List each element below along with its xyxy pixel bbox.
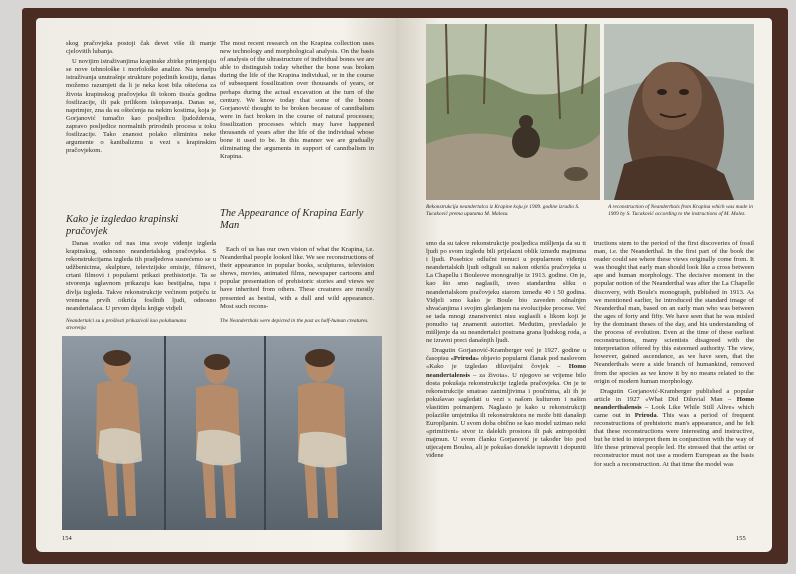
right-page bbox=[396, 18, 772, 552]
reconstruction-landscape-illustration bbox=[426, 24, 600, 200]
croatian-para-2-end: – za života». U njegovo se vrijeme bilo dosta pokušaja rekonstrukcije izgleda pračovjeka. On je te rekonstrukcije smatrao zanimljivima i poučnima, ali ih je pokušavao sagledati u vezi s našom kulturom i našim vlastitim poimanjem. Naglasio je kako u rekonstrukciji polazište umjetnika ili rekonstruktora ne može biti današnji Europljanin. U svom doba obično se kao model uzimao neki «primitivni» stvor iz dalekih prostora ili pak antropoidni majmun. U svom članku Gorjanović je također bio pod utjecajem Boulea, ali je pokušao donekle ispraviti i dopuniti viđene bbox=[426, 371, 586, 460]
english-section-heading: The Appearance of Krapina Early Man bbox=[220, 208, 364, 231]
croatian-intro-paragraph-2: U novijim istraživanjima krapinske zbirke primjenjuju se nove tehnološke i morfološke analize. Na temelju istraživanja unutrašnje strukture pojedinih kostiju, danas možemo razumjeti da li je neka kost bila oštećena za života krapinskog pračovjeka ili tokom tisuća godina fosilizacije, ili pak prilikom iskopavanja. Danas se, naprimjer, zna da su oštećenja na nekim kostima, koja je Gorjanović tumačio kao posljedicu ljudoždersta, zapravo posljedice normalnih prirodnih procesa u toku fosilizacije. Tako znanost polako eliminira neke argumente o kanibalizmu u vezi s krapinskim pračovjekom. bbox=[66, 58, 216, 155]
croatian-intro-column bbox=[66, 40, 216, 157]
left-page-number: 154 bbox=[62, 535, 72, 542]
english-body-column bbox=[220, 246, 374, 313]
croatian-body-column bbox=[66, 240, 216, 315]
croatian-para-2-mid: objavio popularni članak pod naslovom «Kako je izgledao diluvijalni čovjek – bbox=[426, 355, 587, 371]
croatian-species-name: Homo neandertalensis bbox=[426, 363, 586, 379]
croatian-journal-name: «Priroda» bbox=[450, 355, 480, 363]
croatian-para-2-start: Dragutin Gorjanović-Kramberger već je 1927. godine u časopisu bbox=[426, 347, 586, 363]
english-reconstruction-caption: A reconstruction of Neanderthals from Krapina which was made in 1909 by S. Tucaković according to the instructions of M. Malez. bbox=[608, 204, 753, 217]
english-intro-paragraph: The most recent research on the Krapina collection uses new technology and morphological analysis. On the basis of analysis of the ultrastructure of individual bones we are able to distinguish today whether the bone was broken during the life of the Krapina individual, or in the course of subsequent fossilization over thousands of years, or perhaps during the actual excavation at the turn of the century. We know today that some of the bones Gorjanović thought to be broken because of cannibalism were in fact broken in the course of natural processes; fossilization processes which may have happened thousands of years after the life of the individual whose bone it used to be. In this manner we are gradually eliminating the arguments in support of cannibalism in Krapina. bbox=[220, 40, 374, 161]
english-species-name: Homo neanderthalensis bbox=[594, 395, 754, 411]
english-main-column bbox=[594, 240, 754, 471]
english-main-paragraph-2 bbox=[594, 388, 754, 469]
english-para-2-mid: – Look Like While Still Alive» which came out in bbox=[594, 403, 754, 419]
english-intro-column bbox=[220, 40, 374, 163]
croatian-body-paragraph: Danas svatko od nas ima svoje viđenje izgleda krapinskog, odnosno neandertalskog pračovjeka. S rekonstrukcijama izgleda tih pradjedova susrećemo se u udžbenicima, skulpture, televizijske emisije, filmovi, crtani filmovi i popularni prikazi prethistorije. Ta se stvorenja uglavnom prikazuju kao bestijalna, tupa i divlja izgleda. Takve rekonstrukcije većinom potječu iz vremena prvih otkrića fosilnih ljudi, odnosno neandertalaca. U prvom dijelu knjige vidjeli bbox=[66, 240, 216, 312]
neanderthal-sculpture-illustration bbox=[604, 24, 754, 200]
english-para-2-end: . This was a period of frequent reconstructions of prehistoric man's appearance, and he felt that these reconstructions were interesting and instructive, but he tried to interpret them in conjunction with the way of life these primeval people led. He stressed that the artist or reconstructor must not use a modern European as the basis for such a reconstruction. At that time the model was bbox=[594, 411, 754, 468]
croatian-main-paragraph-1: smo da su takve rekonstrukcije posljedica mišljenja da su ti ljudi po svom izgledu bili prijelazni oblik između majmuna i ljudi. Posebice odlučni trenuci u popularnom viđenju neandertalskih ljudi odigrali su nakon otkrića pračovjeka u La Chapellu i Bouleove monografije iz 1913. godine. On je, kao što smo naglasili, uveo standardnu sliku o neandertalskom pračovjeku starom između 40 i 50 godina. Vidjeli smo kako je Boule bio zaveden odnalnjm shvaćanjima i svojim gledanjem na evolucijske procese. Već se tada mnogi znanstvenici nisu suglasili s likom koji je ponudio taj znamenit autoritet. Međutim, prevladalo je mišljenje da su neandertalci postrana grana ljudskog roda, a ne izravni preci današnjih ljudi. bbox=[426, 240, 586, 345]
neanderthal-figures-photo bbox=[62, 336, 382, 530]
english-figure-caption: The Neanderthals were depicted in the past as half-human creatures. bbox=[220, 318, 369, 324]
neanderthal-sculpture-photo bbox=[604, 24, 754, 200]
croatian-main-column bbox=[426, 240, 586, 463]
reconstruction-landscape-photo bbox=[426, 24, 600, 200]
english-main-paragraph-1: tructions stem to the period of the first discoveries of fossil man, i.e. the Neanderthal. In the first part of the book the reader could see where these views originally come from. It was thought that early man should look like a cross between ape and human morphology. The decisive moment in the popular notion of the Neanderthal was after the La Chapelle discovery, with Boule's monograph, published in 1913. As we mentioned earlier, he introduced the standard image of Neanderthal man, based on an early man who was between the ages of forty and fifty. We have seen that he was misled by the dominant theses of the day, and his understanding of the process of evolution. Even at the time of these earliest reconstructions, many scientists disagreed with the interpretation offered by this esteemed authority. The view, however, gained ascendance, as we have seen, that the Neanderthals were a side branch of humankind, removed from the species as we know it by no means related to the origin of modern human morphology. bbox=[594, 240, 754, 385]
left-page bbox=[36, 18, 396, 552]
neanderthal-figures-illustration bbox=[62, 336, 382, 530]
croatian-reconstruction-caption: Rekonstrukcija neandertalca iz Krapine koju je 1909. godine izradio S. Tucaković prema uputama M. Maleza. bbox=[426, 204, 580, 217]
croatian-section-heading: Kako je izgledao krapinski pračovjek bbox=[66, 214, 179, 237]
english-journal-name: Priroda bbox=[634, 411, 657, 419]
english-para-2-start: Dragutin Gorjanović-Kramberger published a popular article in 1927 «What Did Diluvial Man – bbox=[594, 387, 754, 403]
english-body-paragraph: Each of us has our own vision of what the Krapina, i.e. Neanderthal people looked like. We see reconstructions of their appearance in popular books, sculptures, television shows, movies, animated films, newspaper cartoons and popular presentation of prehistoric stories and views we have inherited from others. These creatures are mostly presented as bestial, with a dull and wild appearance. Most such recons- bbox=[220, 246, 374, 310]
right-page-number: 155 bbox=[736, 535, 746, 542]
croatian-main-paragraph-2 bbox=[426, 347, 586, 460]
croatian-figure-caption: Neandertalci su u prošlosti prikazivali kao poluhumana stvorenja bbox=[66, 318, 187, 331]
croatian-intro-paragraph-1: skog pračovjeka postoji čak devet više ili manje cjelovitih lubanja. bbox=[66, 40, 216, 56]
